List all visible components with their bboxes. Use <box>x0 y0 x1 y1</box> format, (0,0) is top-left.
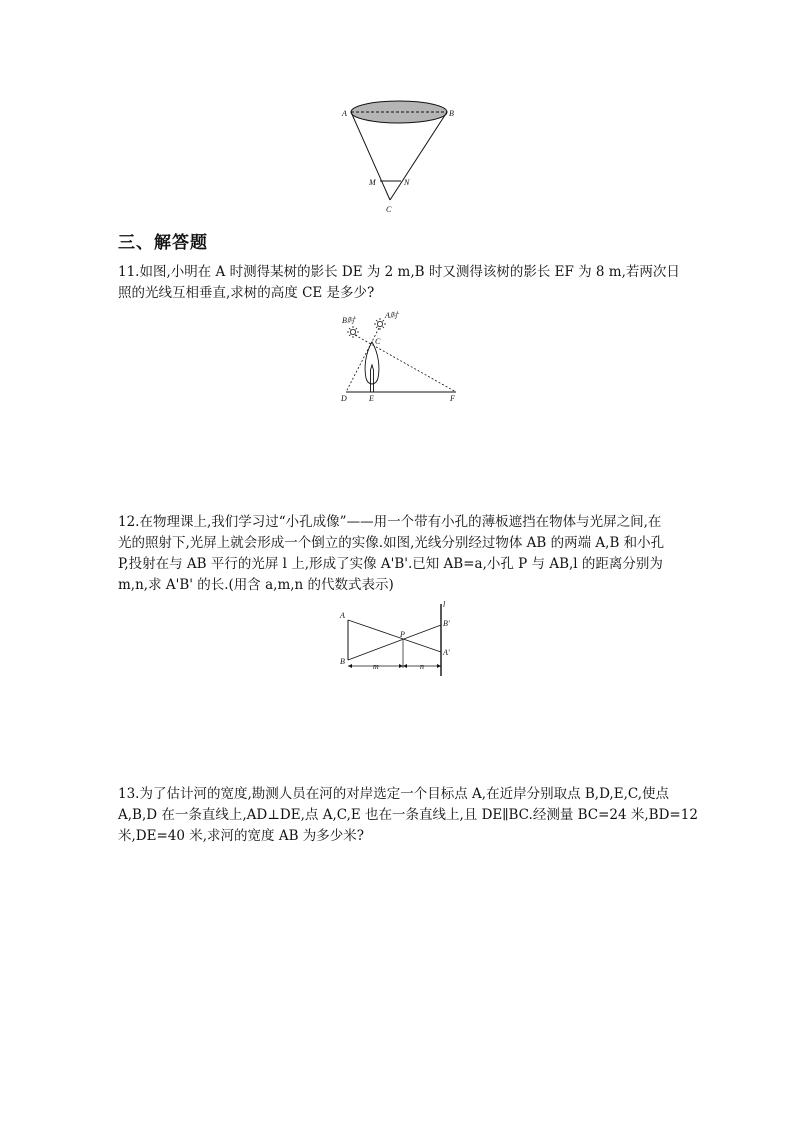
cone-side-right <box>390 112 447 200</box>
pinhole-figure <box>336 598 466 680</box>
problem-13-line-2: A,B,D 在一条直线上,AD⊥DE,点 A,C,E 也在一条直线上,且 DE∥BC.经测量 BC=24 米,BD=12 <box>118 807 698 823</box>
label-b: B <box>340 657 345 666</box>
problem-13 <box>118 784 698 847</box>
label-a: A <box>342 109 347 118</box>
label-c: C <box>375 337 381 346</box>
ray-a-a1 <box>348 620 441 652</box>
tree-shadow-figure <box>332 308 472 404</box>
label-n: N <box>404 178 410 187</box>
problem-12-line-3: P,投射在与 AB 平行的光屏 l 上,形成了实像 A'B'.已知 AB=a,小孔 P 与 AB,l 的距离分别为 <box>118 556 663 572</box>
problem-11 <box>118 262 678 304</box>
tree-branch <box>371 365 374 370</box>
label-a-prime: A' <box>443 648 450 657</box>
label-d: D <box>341 394 347 403</box>
sun-icon-b <box>347 326 359 338</box>
label-b: B <box>449 109 454 118</box>
label-b-prime: B' <box>443 619 450 628</box>
problem-12 <box>118 512 678 596</box>
label-l: l <box>443 600 446 609</box>
problem-11-line-1: 11.如图,小明在 A 时测得某树的影长 DE 为 2 m,B 时又测得该树的影长 EF 为 8 m,若两次日 <box>118 264 680 280</box>
label-e: E <box>369 394 374 403</box>
section-heading: 三、解答题 <box>118 233 208 253</box>
ray-b-b1 <box>348 625 441 660</box>
label-n: n <box>420 662 424 671</box>
label-m: M <box>369 178 376 187</box>
label-c: C <box>386 205 392 214</box>
arrow-m-right <box>399 664 403 668</box>
label-f: F <box>450 394 455 403</box>
label-p: P <box>400 630 405 639</box>
label-a-time: A时 <box>385 311 398 320</box>
problem-12-line-4: m,n,求 A'B' 的长.(用含 a,m,n 的代数式表示) <box>118 577 394 593</box>
arrow-m-left <box>348 664 352 668</box>
problem-12-line-2: 光的照射下,光屏上就会形成一个倒立的实像.如图,光线分别经过物体 AB 的两端 A,B 和小孔 <box>118 535 665 551</box>
label-b-time: B时 <box>342 316 355 325</box>
problem-13-line-3: 米,DE=40 米,求河的宽度 AB 为多少米? <box>118 828 365 844</box>
label-m: m <box>373 662 379 671</box>
problem-13-line-1: 13.为了估计河的宽度,勘测人员在河的对岸选定一个目标点 A,在近岸分别取点 B,D,E,C,使点 <box>118 786 670 802</box>
problem-11-line-2: 照的光线互相垂直,求树的高度 CE 是多少? <box>118 285 375 301</box>
arrow-n-left <box>403 664 407 668</box>
problem-12-line-1: 12.在物理课上,我们学习过“小孔成像”——用一个带有小孔的薄板遮挡在物体与光屏之间,在 <box>118 514 662 530</box>
label-a: A <box>340 611 345 620</box>
tree-canopy <box>365 342 379 384</box>
cone-figure <box>340 92 460 222</box>
